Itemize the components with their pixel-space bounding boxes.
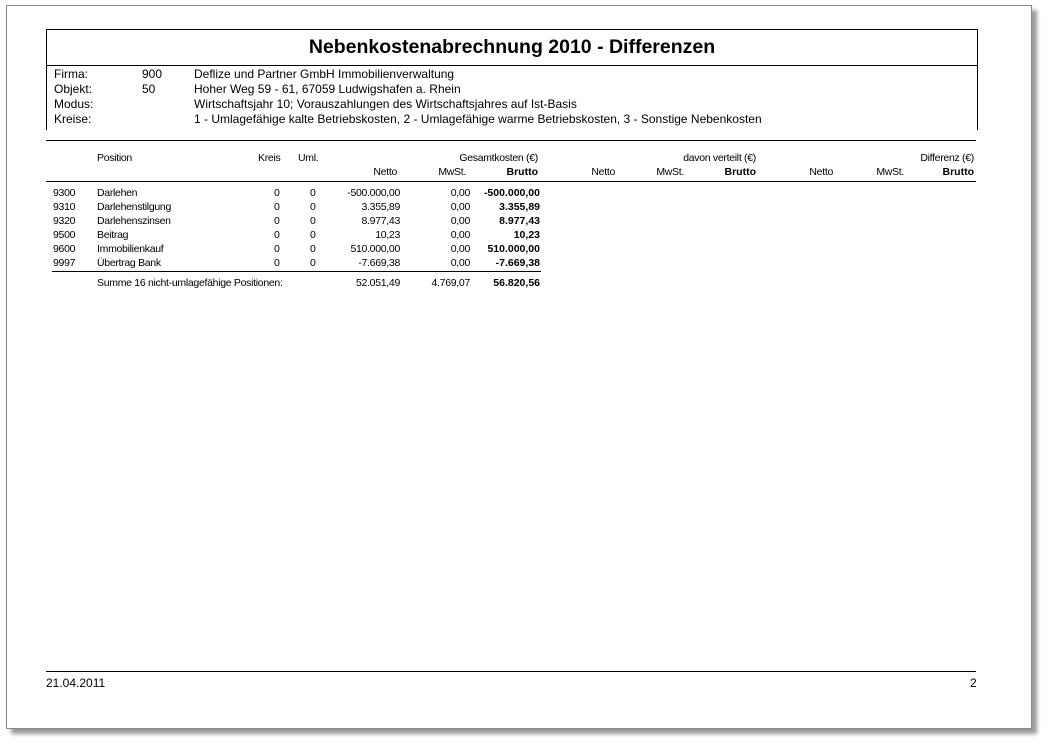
header-verteilt-netto: Netto bbox=[591, 166, 615, 178]
cell-position: Beitrag bbox=[97, 229, 129, 241]
report-title: Nebenkostenabrechnung 2010 - Differenzen bbox=[46, 29, 978, 66]
cell-brutto: 8.977,43 bbox=[499, 215, 540, 227]
header-position: Position bbox=[97, 152, 132, 164]
cell-netto: 510.000,00 bbox=[350, 243, 400, 255]
cell-brutto: 510.000,00 bbox=[487, 243, 540, 255]
footer-date: 21.04.2011 bbox=[46, 676, 106, 690]
cell-mwst: 0,00 bbox=[450, 215, 470, 227]
cell-uml: 0 bbox=[310, 187, 316, 199]
cell-kreis: 0 bbox=[274, 257, 280, 269]
header-differenz: Differenz (€) bbox=[920, 152, 974, 164]
cell-number: 9500 bbox=[53, 229, 76, 241]
header-uml: Uml. bbox=[298, 152, 319, 164]
cell-mwst: 0,00 bbox=[450, 187, 470, 199]
cell-brutto: 3.355,89 bbox=[499, 201, 540, 213]
cell-kreis: 0 bbox=[274, 229, 280, 241]
summary-row bbox=[46, 276, 546, 290]
cell-position: Immobilienkauf bbox=[97, 243, 164, 255]
cell-kreis: 0 bbox=[274, 243, 280, 255]
table-row bbox=[46, 200, 546, 214]
info-label: Firma: bbox=[54, 67, 88, 81]
cell-mwst: 0,00 bbox=[450, 229, 470, 241]
cell-kreis: 0 bbox=[274, 201, 280, 213]
info-label: Modus: bbox=[54, 97, 94, 111]
table-row bbox=[46, 228, 546, 242]
info-number: 50 bbox=[142, 82, 156, 96]
header-gesamt-mwst: MwSt. bbox=[438, 166, 466, 178]
cell-position: Darlehen bbox=[97, 187, 138, 199]
info-value: Wirtschaftsjahr 10; Vorauszahlungen des Wirtschaftsjahres auf Ist-Basis bbox=[194, 97, 577, 111]
cell-uml: 0 bbox=[310, 257, 316, 269]
header-kreis: Kreis bbox=[258, 152, 281, 164]
cell-brutto: -7.669,38 bbox=[495, 257, 540, 269]
cell-uml: 0 bbox=[310, 215, 316, 227]
cell-number: 9320 bbox=[53, 215, 76, 227]
info-label: Objekt: bbox=[54, 82, 93, 96]
cell-brutto: 10,23 bbox=[513, 229, 540, 241]
info-label: Kreise: bbox=[54, 112, 92, 126]
cell-position: Übertrag Bank bbox=[97, 257, 161, 269]
header-gesamt-brutto: Brutto bbox=[506, 166, 538, 178]
cell-netto: 3.355,89 bbox=[361, 201, 400, 213]
table-header bbox=[46, 140, 976, 182]
cell-netto: 8.977,43 bbox=[361, 215, 400, 227]
header-gesamt-netto: Netto bbox=[373, 166, 397, 178]
header-differenz-mwst: MwSt. bbox=[876, 166, 904, 178]
info-value: Deflize und Partner GmbH Immobilienverwaltung bbox=[194, 67, 455, 81]
cell-netto: -500.000,00 bbox=[347, 187, 400, 199]
table-row bbox=[46, 256, 546, 270]
table-row bbox=[46, 242, 546, 256]
cell-netto: 10,23 bbox=[375, 229, 400, 241]
cell-mwst: 0,00 bbox=[450, 257, 470, 269]
table-row bbox=[46, 214, 546, 228]
summary-netto: 52.051,49 bbox=[355, 277, 400, 289]
cell-kreis: 0 bbox=[274, 215, 280, 227]
cell-number: 9310 bbox=[53, 201, 76, 213]
footer-divider bbox=[46, 671, 976, 672]
cell-uml: 0 bbox=[310, 243, 316, 255]
table-row bbox=[46, 186, 546, 200]
info-value: 1 - Umlagefähige kalte Betriebskosten, 2 - Umlagefähige warme Betriebskosten, 3 - Sonstige Nebenkosten bbox=[194, 112, 762, 126]
cell-mwst: 0,00 bbox=[450, 243, 470, 255]
cell-brutto: -500.000,00 bbox=[483, 187, 540, 199]
header-verteilt-brutto: Brutto bbox=[724, 166, 756, 178]
summary-label: Summe 16 nicht-umlagefähige Positionen: bbox=[97, 277, 283, 289]
cell-number: 9600 bbox=[53, 243, 76, 255]
info-value: Hoher Weg 59 - 61, 67059 Ludwigshafen a. Rhein bbox=[194, 82, 461, 96]
header-gesamtkosten: Gesamtkosten (€) bbox=[459, 152, 538, 164]
cell-number: 9300 bbox=[53, 187, 76, 199]
summary-mwst: 4.769,07 bbox=[431, 277, 470, 289]
header-verteilt-mwst: MwSt. bbox=[656, 166, 684, 178]
report-info-block bbox=[46, 64, 978, 130]
cell-netto: -7.669,38 bbox=[358, 257, 400, 269]
cell-kreis: 0 bbox=[274, 187, 280, 199]
cell-uml: 0 bbox=[310, 201, 316, 213]
header-differenz-brutto: Brutto bbox=[942, 166, 974, 178]
cell-position: Darlehenstilgung bbox=[97, 201, 172, 213]
cell-mwst: 0,00 bbox=[450, 201, 470, 213]
info-number: 900 bbox=[142, 67, 163, 81]
summary-brutto: 56.820,56 bbox=[493, 277, 540, 289]
cell-number: 9997 bbox=[53, 257, 76, 269]
cell-position: Darlehenszinsen bbox=[97, 215, 171, 227]
cell-uml: 0 bbox=[310, 229, 316, 241]
page-number: 2 bbox=[970, 676, 977, 690]
header-davon-verteilt: davon verteilt (€) bbox=[683, 152, 756, 164]
summary-divider bbox=[52, 271, 541, 272]
header-differenz-netto: Netto bbox=[809, 166, 833, 178]
